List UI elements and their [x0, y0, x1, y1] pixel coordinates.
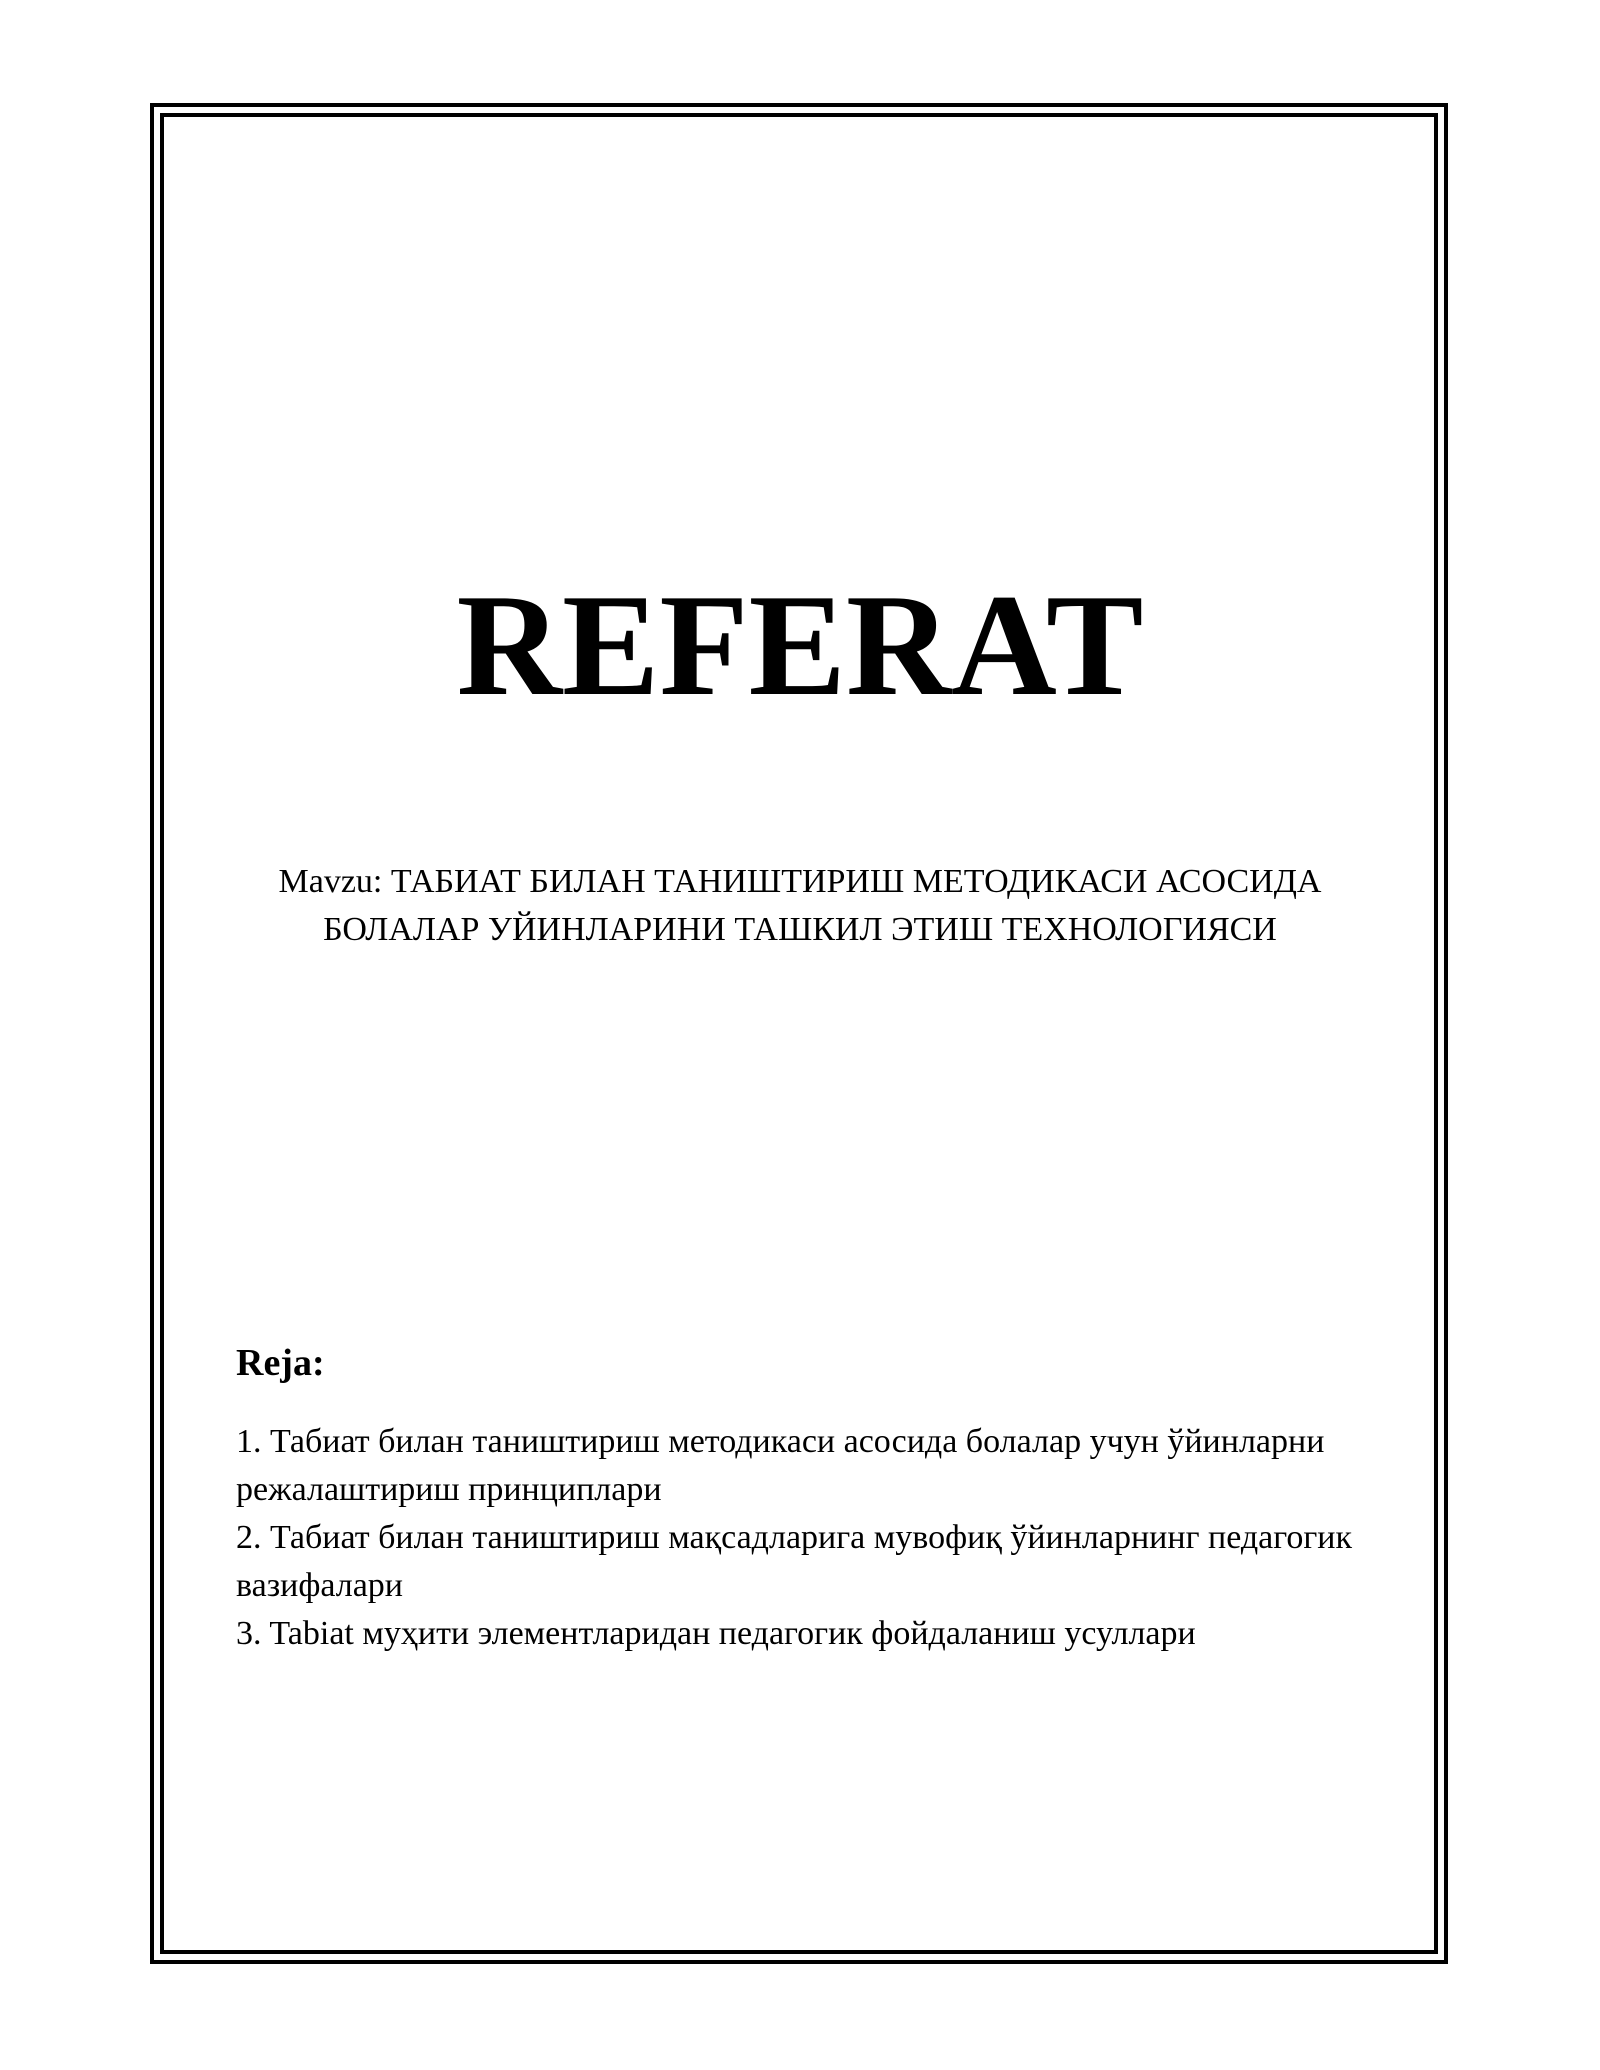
plan-item-2: 2. Табиат билан таништириш мақсадларига мувофиқ ўйинларнинг педагогик вазифалари	[236, 1519, 1353, 1604]
page-border-inner	[160, 113, 1438, 1954]
plan-list	[236, 1418, 1366, 1658]
plan-heading: Reja:	[236, 1342, 325, 1384]
plan-item-3: 3. Tabiat муҳити элементларидан педагогик фойдаланиш усуллари	[236, 1615, 1196, 1652]
document-title: REFERAT	[456, 564, 1144, 726]
plan-item-1: 1. Табиат билан таништириш методикаси асосида болалар учун ўйинларни режалаштириш принциплари	[236, 1423, 1325, 1508]
document-subject: Mavzu: ТАБИАТ БИЛАН ТАНИШТИРИШ МЕТОДИКАСИ АСОСИДА БОЛАЛАР УЙИНЛАРИНИ ТАШКИЛ ЭТИШ ТЕХНОЛОГИЯСИ	[278, 863, 1322, 948]
